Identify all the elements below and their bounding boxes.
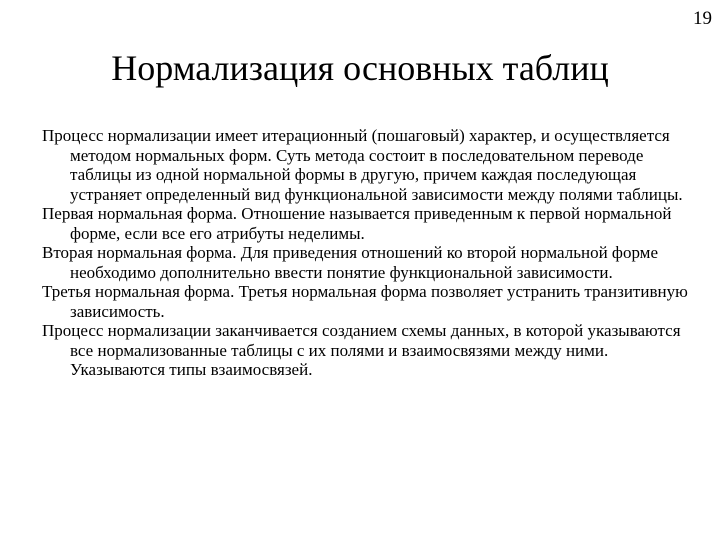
slide-body — [42, 126, 702, 380]
paragraph-first-normal-form: Первая нормальная форма. Отношение называется приведенным к первой нормальной форме, если все его атрибуты неделимы. — [42, 204, 672, 243]
paragraph-third-normal-form: Третья нормальная форма. Третья нормальная форма позволяет устранить транзитивную зависимость. — [42, 282, 688, 321]
paragraph-normalization-process: Процесс нормализации имеет итерационный (пошаговый) характер, и осуществляется методом нормальных форм. Суть метода состоит в последовательном переводе таблицы из одной нормальной формы в другую, причем каждая последующая устраняет определенный вид функциональной зависимости между полями таблицы. — [42, 126, 683, 204]
paragraph-second-normal-form: Вторая нормальная форма. Для приведения отношений ко второй нормальной форме необходимо дополнительно ввести понятие функциональной зависимости. — [42, 243, 658, 282]
slide-title: Нормализация основных таблиц — [111, 48, 609, 88]
paragraph-data-schema: Процесс нормализации заканчивается созданием схемы данных, в которой указываются все нормализованные таблицы с их полями и взаимосвязями между ними. Указываются типы взаимосвязей. — [42, 321, 681, 379]
page-number: 19 — [693, 8, 712, 29]
